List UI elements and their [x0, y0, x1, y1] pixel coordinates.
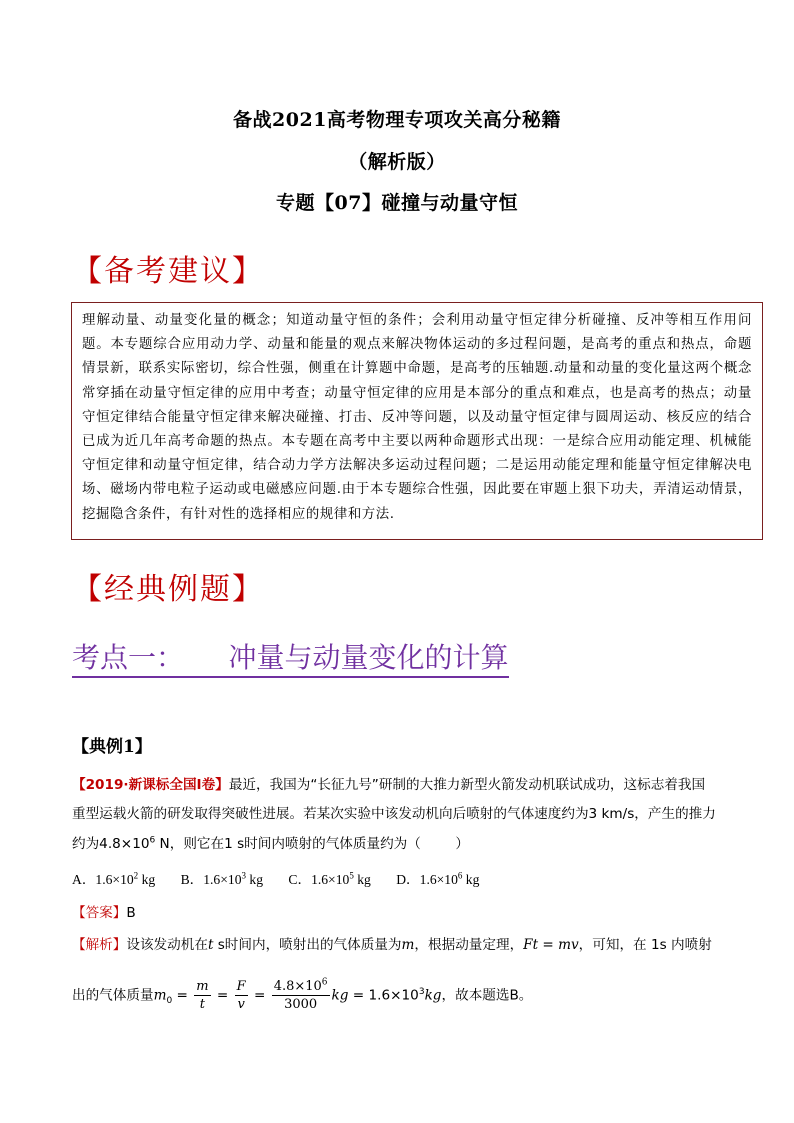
examples-heading: 【经典例题】	[72, 572, 264, 607]
example-source: 【2019·新课标全国Ⅰ卷】	[72, 777, 229, 793]
kaodian-title: 考点一： 冲量与动量变化的计算	[72, 641, 509, 678]
option-c: C．$1.6\times 10^5$ kg	[288, 870, 371, 887]
analysis-line: 【解析】设该发动机在t s时间内，喷射出的气体质量为m，根据动量定理，Ft = mv，可知，在 1s 内喷射	[72, 937, 712, 953]
doc-subtitle: （解析版）	[348, 151, 446, 173]
option-b: B．$1.6\times 10^3$ kg	[180, 870, 263, 887]
answer-line	[72, 901, 136, 921]
topic-title: 专题【07】碰撞与动量守恒	[276, 192, 518, 214]
option-d: D．$1.6\times 10^6$ kg	[396, 870, 480, 887]
doc-title: 备战2021高考物理专项攻关高分秘籍	[233, 109, 561, 131]
advice-box	[71, 302, 763, 540]
fraction-force-over-speed: $\frac{4.8\times 10^6}{3000}$	[273, 977, 328, 1012]
answer-value: B	[126, 905, 136, 921]
example-question-line-1: 【2019·新课标全国Ⅰ卷】最近，我国为“长征九号”研制的大推力新型火箭发动机联试成功，这标志着我国	[72, 777, 706, 793]
answer-label: 【答案】	[72, 905, 127, 921]
momentum-equation: Ft = mv	[523, 937, 579, 953]
analysis-label: 【解析】	[72, 937, 127, 953]
option-a: A．$1.6\times 10^2$ kg	[72, 870, 156, 887]
example-question-line-2: 重型运载火箭的研发取得突破性进展。若某次实验中该发动机向后喷射的气体速度约为3 km/s，产生的推力	[72, 806, 716, 822]
example-title: 【典例1】	[72, 737, 152, 757]
fraction-f-over-v: $\frac{F}{v}$	[236, 979, 246, 1012]
advice-text: 理解动量、动量变化量的概念；知道动量守恒的条件；会利用动量守恒定律分析碰撞、反冲等相互作用问题。本专题综合应用动力学、动量和能量的观点来解决物体运动的多过程问题，是高考的重点和热点，命题情景新，联系实际密切，综合性强，侧重在计算题中命题，是高考的压轴题.动量和动量的变化量这两个概念常穿插在动量守恒定律的应用中考查；动量守恒定律的应用是本部分的重点和难点，也是高考的热点；动量守恒定律结合能量守恒定律来解决碰撞、打击、反冲等问题，以及动量守恒定律与圆周运动、核反应的结合已成为近几年高考命题的热点。本专题在高考中主要以两种命题形式出现：一是综合应用动能定理、机械能守恒定律和动量守恒定律，结合动力学方法解决多运动过程问题；二是运用动能定理和能量守恒定律解决电场、磁场内带电粒子运动或电磁感应问题.由于本专题综合性强，因此要在审题上狠下功夫，弄清运动情景，挖掘隐含条件，有针对性的选择相应的规律和方法.	[82, 313, 752, 522]
example-question-line-3: 约为$4.8\times 10^6$ N，则它在1 s时间内喷射的气体质量约为（ ）	[72, 835, 470, 852]
advice-heading: 【备考建议】	[72, 254, 264, 289]
fraction-m-over-t: $\frac{m}{t}$	[196, 979, 209, 1012]
options-row	[72, 868, 501, 888]
calculation-line: 出的气体质量$m_0$ = $\frac{m}{t}$ = $\frac{F}{v}$ = $\frac{4.8\times 10^6}{3000}$ kg = $1.6\times 10^3kg$，故本题选B。	[72, 977, 533, 1012]
